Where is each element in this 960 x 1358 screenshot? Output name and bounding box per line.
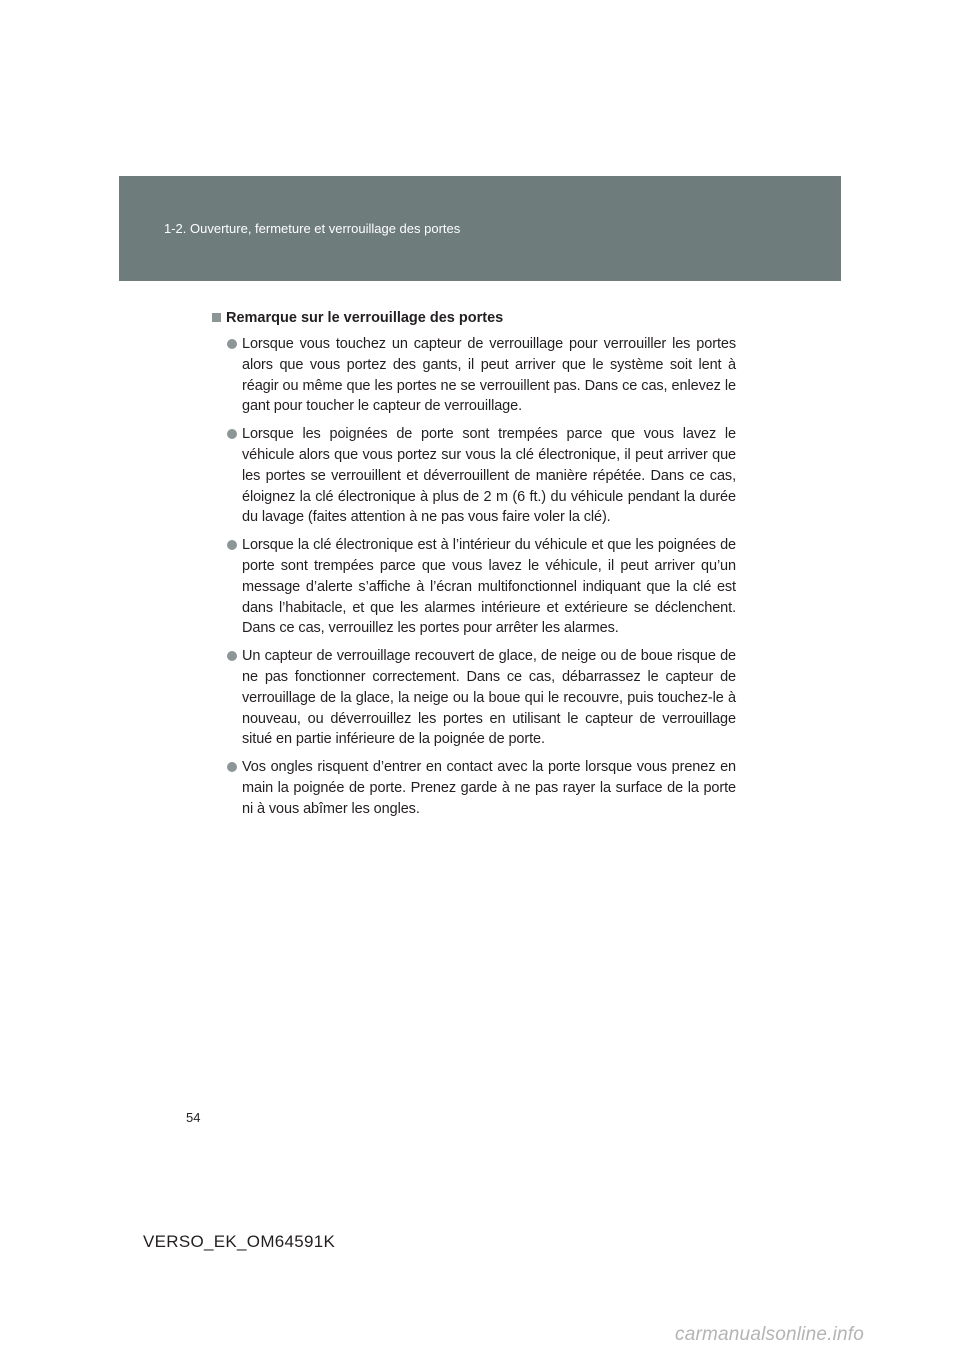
section-heading-text: Remarque sur le verrouillage des portes — [226, 310, 504, 326]
section-heading — [212, 308, 736, 328]
list-item — [212, 334, 736, 417]
section-title: 1-2. Ouverture, fermeture et verrouillage des portes — [164, 221, 461, 236]
round-bullet-icon — [227, 651, 237, 661]
round-bullet-icon — [227, 429, 237, 439]
list-item — [212, 535, 736, 639]
list-item-text: Vos ongles risquent d’entrer en contact avec la porte lorsque vous prenez en main la poignée de porte. Prenez garde à ne pas rayer la surface de la porte ni à vous abîmer les ongles. — [242, 759, 736, 817]
bullet-list — [212, 334, 736, 820]
round-bullet-icon — [227, 339, 237, 349]
list-item-text: Lorsque vous touchez un capteur de verrouillage pour verrouiller les portes alors que vous portez des gants, il peut arriver que le système soit lent à réagir ou même que les portes ne se verrouillent pas. Dans ce cas, enlevez le gant pour toucher le capteur de verrouillage. — [242, 336, 736, 415]
list-item — [212, 424, 736, 528]
note-section — [212, 308, 736, 827]
watermark: carmanualsonline.info — [675, 1324, 865, 1345]
list-item — [212, 646, 736, 750]
page-number: 54 — [186, 1110, 201, 1125]
document-code: VERSO_EK_OM64591K — [143, 1232, 336, 1251]
square-bullet-icon — [212, 313, 221, 322]
list-item — [212, 757, 736, 819]
round-bullet-icon — [227, 540, 237, 550]
list-item-text: Lorsque la clé électronique est à l’intérieur du véhicule et que les poignées de porte sont trempées parce que vous lavez le véhicule, il peut arriver qu’un message d’alerte s’affiche à l’écran multifonctionnel indiquant que la clé est dans l’habitacle, et que les alarmes intérieure et extérieure se déclenchent. Dans ce cas, verrouillez les portes pour arrêter les alarmes. — [242, 537, 736, 637]
section-header-band — [119, 176, 841, 281]
list-item-text: Lorsque les poignées de porte sont trempées parce que vous lavez le véhicule alors que vous portez sur vous la clé électronique, il peut arriver que les portes se verrouillent et déverrouillent de manière répétée. Dans ce cas, éloignez la clé électronique à plus de 2 m (6 ft.) du véhicule pendant la durée du lavage (faites attention à ne pas vous faire voler la clé). — [242, 426, 736, 526]
list-item-text: Un capteur de verrouillage recouvert de glace, de neige ou de boue risque de ne pas fonctionner correctement. Dans ce cas, débarrassez le capteur de verrouillage de la glace, la neige ou la boue qui le recouvre, puis touchez-le à nouveau, ou déverrouillez les portes en utilisant le capteur de verrouillage situé en partie inférieure de la poignée de porte. — [242, 648, 736, 748]
round-bullet-icon — [227, 762, 237, 772]
